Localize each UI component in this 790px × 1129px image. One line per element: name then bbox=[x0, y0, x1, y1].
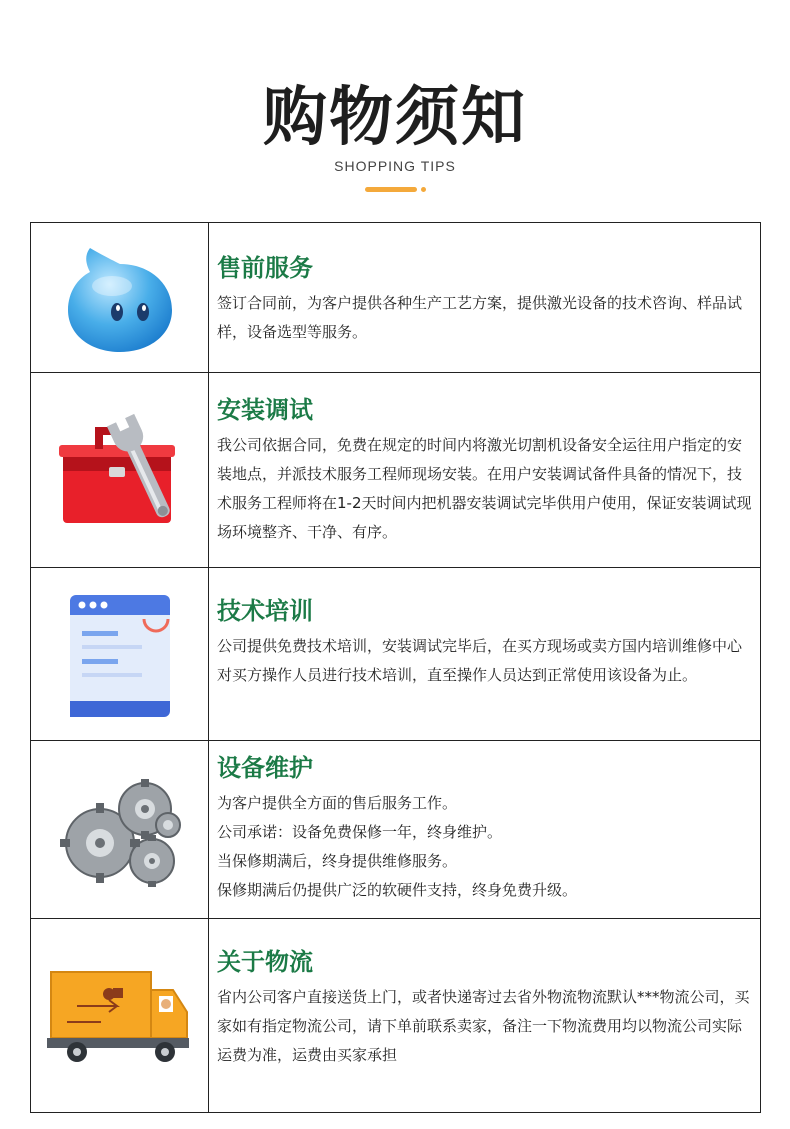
delivery-truck-icon bbox=[47, 966, 192, 1066]
section-body bbox=[217, 289, 752, 347]
section-body bbox=[217, 789, 752, 905]
section-title: 技术培训 bbox=[217, 597, 313, 625]
section-title: 设备维护 bbox=[217, 754, 313, 782]
chat-bubble-icon bbox=[60, 240, 180, 355]
toolbox-wrench-icon bbox=[55, 405, 185, 535]
section-row-training bbox=[31, 568, 760, 741]
title-underline bbox=[365, 187, 417, 192]
section-row-logistics bbox=[31, 919, 760, 1112]
gears-icon bbox=[50, 765, 190, 895]
section-line: 当保修期满后，终身提供维修服务。 bbox=[217, 852, 458, 870]
title-underline-dot bbox=[421, 187, 426, 192]
section-line: 公司提供免费技术培训，安装调试完毕后，在买方现场或卖方国内培训维修中心对买方操作人员进行技术培训，直至操作人员达到正常使用该设备为止。 bbox=[217, 637, 743, 684]
section-content bbox=[217, 596, 752, 690]
section-row-presales bbox=[31, 223, 760, 373]
section-icon-cell bbox=[31, 223, 209, 372]
section-content bbox=[217, 947, 752, 1070]
section-line: 公司承诺：设备免费保修一年，终身维护。 bbox=[217, 823, 503, 841]
section-line: 签订合同前，为客户提供各种生产工艺方案，提供激光设备的技术咨询、样品试样，设备选型等服务。 bbox=[217, 294, 743, 341]
section-icon-cell bbox=[31, 568, 209, 740]
tips-table bbox=[30, 222, 761, 1113]
section-row-installation bbox=[31, 373, 760, 568]
section-content bbox=[217, 753, 752, 905]
section-icon-cell bbox=[31, 741, 209, 918]
document-window-icon bbox=[60, 589, 180, 719]
page-subtitle: SHOPPING TIPS bbox=[334, 158, 456, 174]
section-line: 省内公司客户直接送货上门，或者快递寄过去省外物流物流默认***物流公司，买家如有指定物流公司，请下单前联系卖家，备注一下物流费用均以物流公司实际运费为准，运费由买家承担 bbox=[217, 988, 750, 1064]
section-title: 售前服务 bbox=[217, 254, 313, 282]
header bbox=[0, 0, 790, 222]
section-content bbox=[217, 253, 752, 347]
section-content bbox=[217, 395, 752, 547]
page-title: 购物须知 bbox=[263, 81, 527, 155]
section-title: 安装调试 bbox=[217, 396, 313, 424]
section-line: 为客户提供全方面的售后服务工作。 bbox=[217, 794, 458, 812]
section-row-maintenance bbox=[31, 741, 760, 919]
section-body bbox=[217, 431, 752, 547]
section-body bbox=[217, 983, 752, 1070]
section-icon-cell bbox=[31, 919, 209, 1112]
section-title: 关于物流 bbox=[217, 948, 313, 976]
section-icon-cell bbox=[31, 373, 209, 567]
section-line: 我公司依据合同，免费在规定的时间内将激光切割机设备安全运往用户指定的安装地点，并派技术服务工程师现场安装。在用户安装调试备件具备的情况下，技术服务工程师将在1-2天时间内把机器安装调试完毕供用户使用，保证安装调试现场环境整齐、干净、有序。 bbox=[217, 436, 752, 541]
section-line: 保修期满后仍提供广泛的软硬件支持，终身免费升级。 bbox=[217, 881, 578, 899]
section-body bbox=[217, 632, 752, 690]
